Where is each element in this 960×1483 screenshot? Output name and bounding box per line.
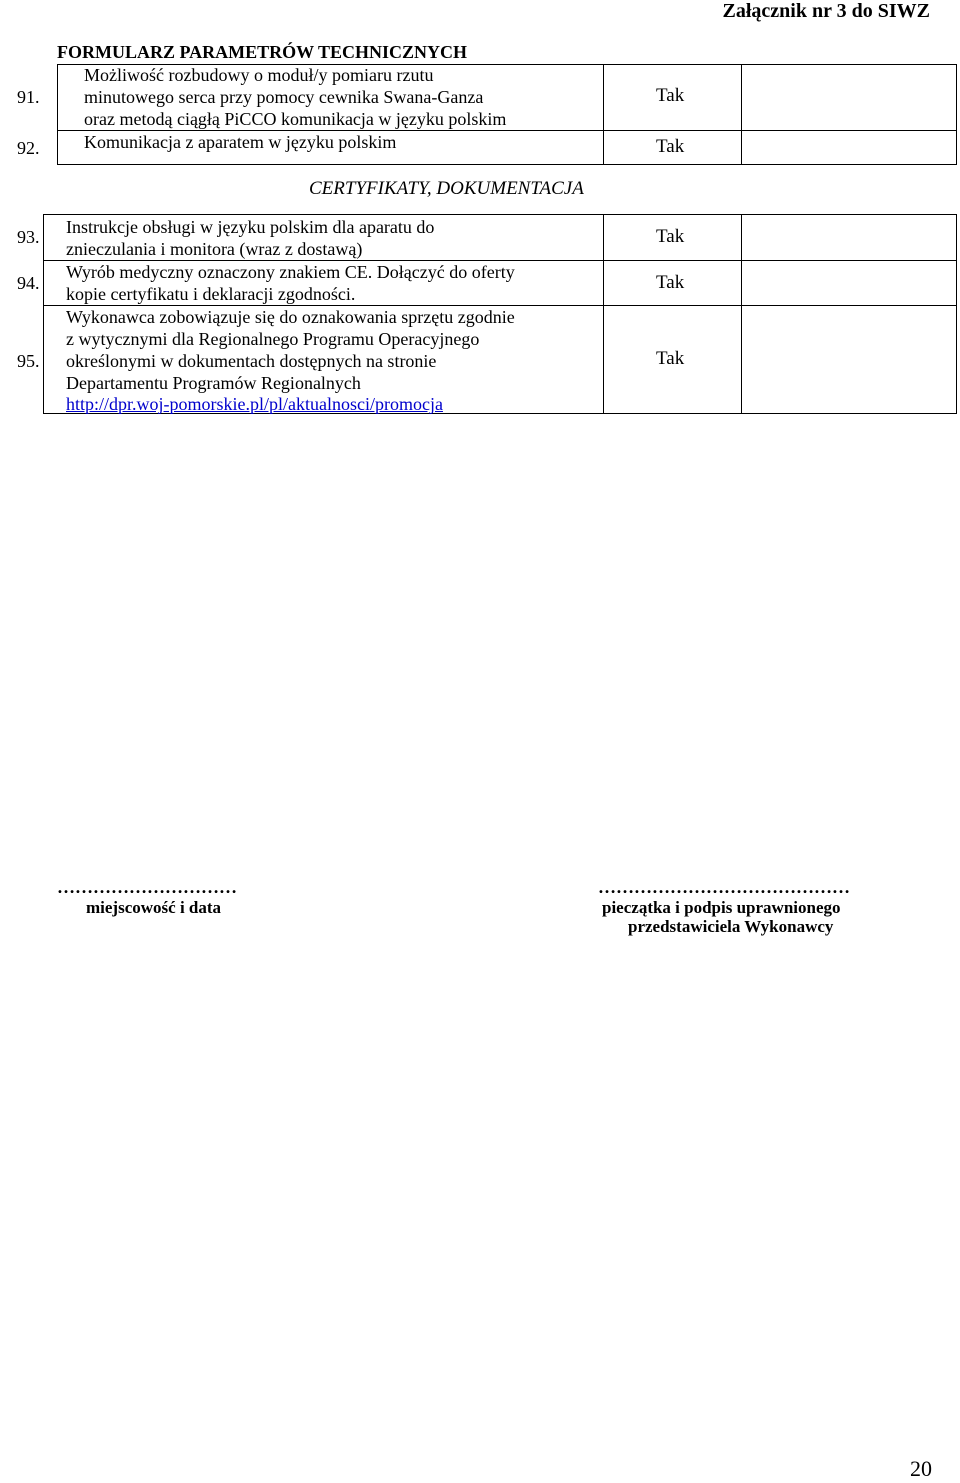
- promotion-link[interactable]: http://dpr.woj-pomorskie.pl/pl/aktualnosci/promocja: [66, 394, 443, 414]
- section-title: CERTYFIKATY, DOKUMENTACJA: [309, 178, 584, 199]
- row-description-line: określonymi w dokumentach dostępnych na stronie: [66, 351, 437, 371]
- row-description-line: minutowego serca przy pomocy cewnika Swana-Ganza: [84, 87, 484, 107]
- row-description-line: kopie certyfikatu i deklaracji zgodności.: [66, 284, 356, 304]
- row-description-line: Departamentu Programów Regionalnych: [66, 373, 361, 393]
- row-description-line: Instrukcje obsługi w języku polskim dla aparatu do: [66, 217, 435, 237]
- page-number: 20: [910, 1456, 932, 1481]
- place-date-label: miejscowość i data: [86, 898, 222, 917]
- row-description-line: Komunikacja z aparatem w języku polskim: [84, 132, 397, 152]
- row-number: 91.: [17, 87, 40, 107]
- place-date-dots: …………………………: [57, 877, 237, 897]
- row-answer: Tak: [656, 348, 685, 369]
- row-description-line: znieczulania i monitora (wraz z dostawą): [66, 239, 363, 259]
- row-number: 93.: [17, 227, 40, 247]
- row-number: 94.: [17, 273, 40, 293]
- row-description-line: z wytycznymi dla Regionalnego Programu Operacyjnego: [66, 329, 480, 349]
- row-answer: Tak: [656, 85, 685, 106]
- annex-label: Załącznik nr 3 do SIWZ: [722, 0, 930, 22]
- row-description-line: oraz metodą ciągłą PiCCO komunikacja w języku polskim: [84, 109, 507, 129]
- row-description-line: Możliwość rozbudowy o moduł/y pomiaru rzutu: [84, 65, 434, 85]
- row-description-line: Wyrób medyczny oznaczony znakiem CE. Dołączyć do oferty: [66, 262, 515, 282]
- row-number: 92.: [17, 138, 40, 158]
- signature-label-line1: pieczątka i podpis uprawnionego: [602, 898, 841, 917]
- row-number: 95.: [17, 351, 40, 371]
- row-answer: Tak: [656, 272, 685, 293]
- row-description-line: Wykonawca zobowiązuje się do oznakowania sprzętu zgodnie: [66, 307, 515, 327]
- row-answer: Tak: [656, 136, 685, 157]
- row-answer: Tak: [656, 226, 685, 247]
- signature-label-line2: przedstawiciela Wykonawcy: [628, 917, 834, 936]
- form-title: FORMULARZ PARAMETRÓW TECHNICZNYCH: [57, 42, 468, 62]
- signature-dots: ……………………………………: [598, 877, 850, 897]
